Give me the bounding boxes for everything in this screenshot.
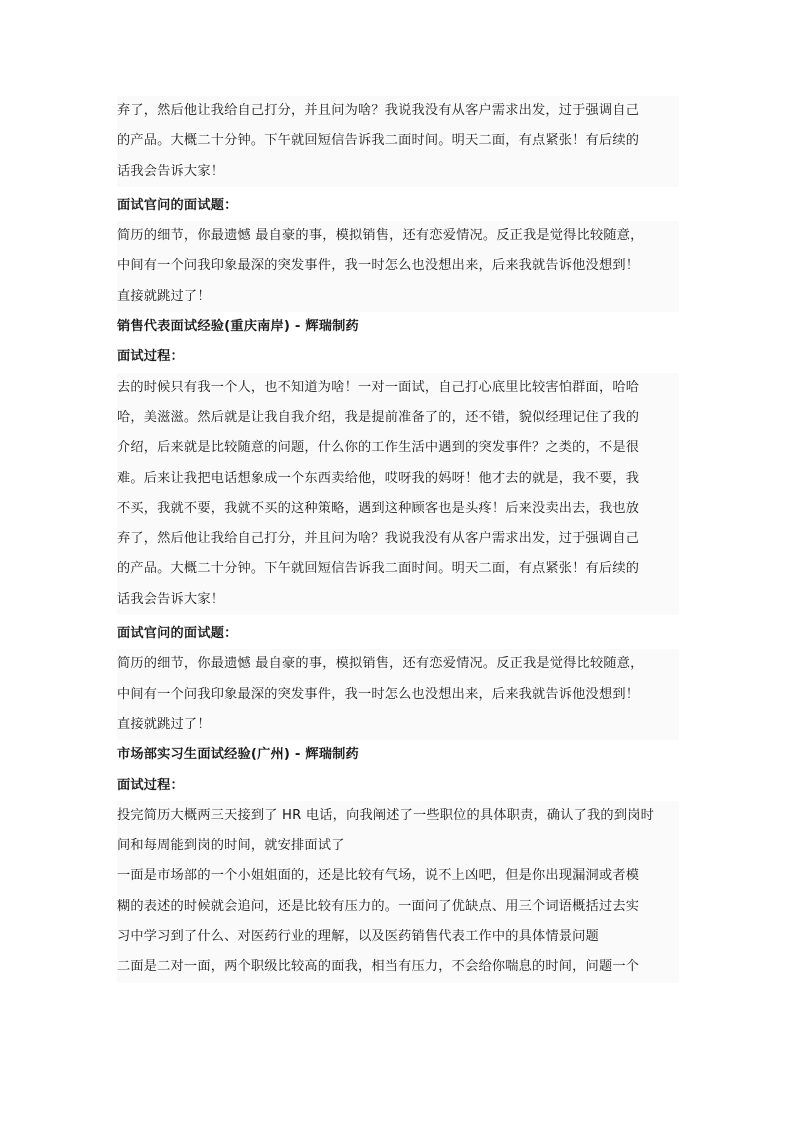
text-line: 投完简历大概两三天接到了 HR 电话，向我阐述了一些职位的具体职责，确认了我的到岗时	[117, 807, 654, 823]
paragraph-interview-process	[117, 373, 679, 615]
text-line: 间和每周能到岗的时间，就安排面试了	[117, 838, 345, 854]
text-line: 糊的表述的时候就会追问，还是比较有压力的。一面问了优缺点、用三个词语概括过去实	[117, 898, 640, 914]
paragraph-interview-ending	[117, 96, 679, 187]
text-line: 去的时候只有我一个人，也不知道为啥！一对一面试，自己打心底里比较害怕群面，哈哈	[117, 379, 640, 395]
heading-marketing-intern-experience: 市场部实习生面试经验(广州) - 辉瑞制药	[117, 747, 359, 763]
paragraph-marketing-interview-process	[117, 801, 679, 983]
text-line: 中间有一个问我印象最深的突发事件，我一时怎么也没想出来，后来我就告诉他没想到！	[117, 258, 640, 274]
text-line: 简历的细节，你最遗憾 最自豪的事，模拟销售，还有恋爱情况。反正我是觉得比较随意，	[117, 656, 644, 672]
text-line: 直接就跳过了！	[117, 288, 211, 304]
text-line: 弃了，然后他让我给自己打分，并且问为啥？我说我没有从客户需求出发，过于强调自己	[117, 531, 640, 547]
text-line: 简历的细节，你最遗憾 最自豪的事，模拟销售，还有恋爱情况。反正我是觉得比较随意，	[117, 228, 644, 244]
document-page	[117, 96, 679, 983]
heading-interview-process: 面试过程：	[117, 777, 184, 793]
text-line: 哈，美滋滋。然后就是让我自我介绍，我是提前准备了的，还不错，貌似经理记住了我的	[117, 409, 640, 425]
text-line: 话我会告诉大家！	[117, 591, 225, 607]
text-line: 介绍，后来就是比较随意的问题，什么你的工作生活中遇到的突发事件？之类的，不是很	[117, 440, 640, 456]
heading-sales-rep-experience: 销售代表面试经验(重庆南岸) - 辉瑞制药	[117, 319, 359, 335]
text-line: 中间有一个问我印象最深的突发事件，我一时怎么也没想出来，后来我就告诉他没想到！	[117, 686, 640, 702]
paragraph-interview-questions	[117, 649, 679, 740]
paragraph-interview-questions	[117, 221, 679, 312]
text-line: 的产品。大概二十分钟。下午就回短信告诉我二面时间。明天二面，有点紧张！有后续的	[117, 133, 640, 149]
text-line: 直接就跳过了！	[117, 716, 211, 732]
heading-interview-questions: 面试官问的面试题：	[117, 626, 238, 642]
text-line: 的产品。大概二十分钟。下午就回短信告诉我二面时间。明天二面，有点紧张！有后续的	[117, 561, 640, 577]
heading-interview-process: 面试过程：	[117, 349, 184, 365]
text-line: 一面是市场部的一个小姐姐面的，还是比较有气场，说不上凶吧，但是你出现漏洞或者模	[117, 868, 640, 884]
text-line: 话我会告诉大家！	[117, 163, 225, 179]
text-line: 不买，我就不要，我就不买的这种策略，遇到这种顾客也是头疼！后来没卖出去，我也放	[117, 500, 640, 516]
text-line: 难。后来让我把电话想象成一个东西卖给他，哎呀我的妈呀！他才去的就是，我不要，我	[117, 470, 640, 486]
heading-interview-questions: 面试官问的面试题：	[117, 197, 238, 213]
text-line: 弃了，然后他让我给自己打分，并且问为啥？我说我没有从客户需求出发，过于强调自己	[117, 103, 640, 118]
text-line: 习中学习到了什么、对医药行业的理解，以及医药销售代表工作中的具体情景问题	[117, 929, 599, 945]
text-line: 二面是二对一面，两个职级比较高的面我，相当有压力，不会给你喘息的时间，问题一个	[117, 959, 640, 975]
